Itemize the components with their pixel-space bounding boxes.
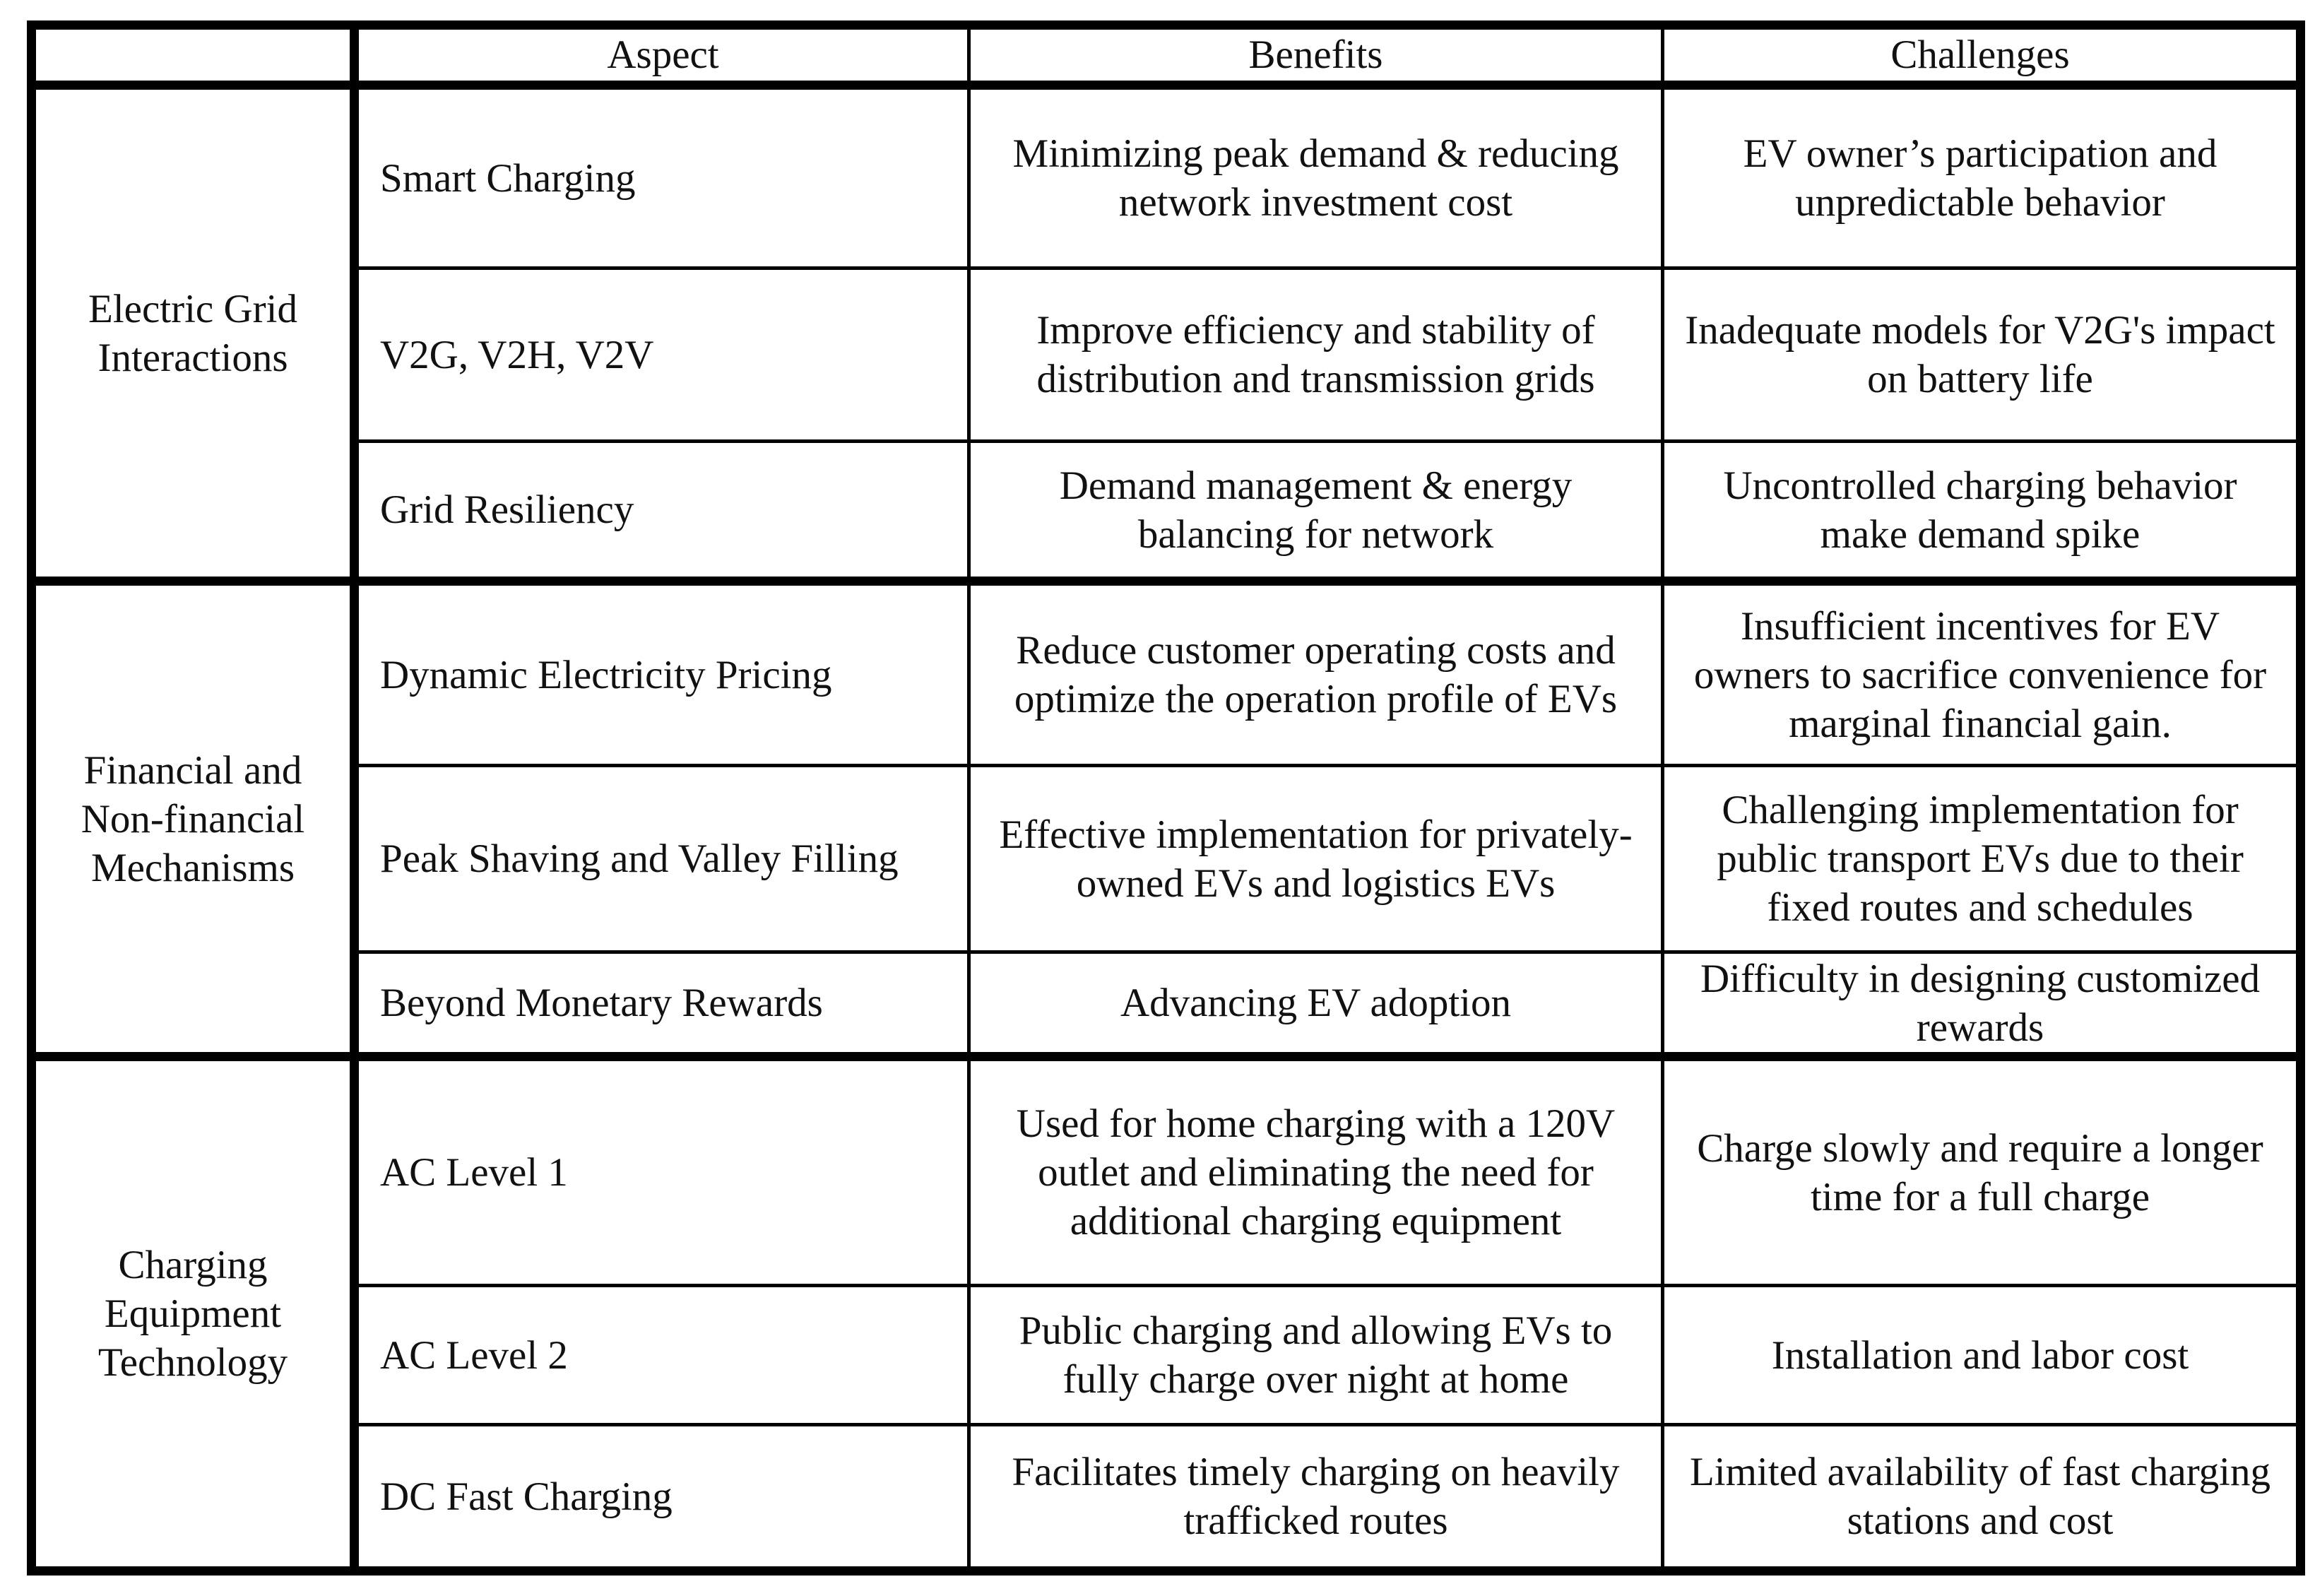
aspect-cell: Smart Charging: [355, 85, 969, 268]
challenges-cell: EV owner’s participation and unpredictable behavior: [1663, 85, 2301, 268]
challenges-cell: Insufficient incentives for EV owners to sacrifice convenience for marginal financial gain.: [1663, 581, 2301, 766]
table-row: [32, 85, 2301, 268]
header-aspect: Aspect: [355, 25, 969, 85]
table-row: [32, 952, 2301, 1057]
aspect-cell: DC Fast Charging: [355, 1425, 969, 1571]
benefits-cell: Effective implementation for privately-owned EVs and logistics EVs: [969, 766, 1663, 952]
challenges-cell: Uncontrolled charging behavior make demand spike: [1663, 442, 2301, 581]
aspect-cell: Peak Shaving and Valley Filling: [355, 766, 969, 952]
benefits-cell: Facilitates timely charging on heavily trafficked routes: [969, 1425, 1663, 1571]
aspect-cell: Dynamic Electricity Pricing: [355, 581, 969, 766]
benefits-cell: Used for home charging with a 120V outlet and eliminating the need for additional charging equipment: [969, 1057, 1663, 1286]
table-row: [32, 268, 2301, 442]
aspect-cell: Beyond Monetary Rewards: [355, 952, 969, 1057]
aspect-cell: V2G, V2H, V2V: [355, 268, 969, 442]
aspect-cell: AC Level 1: [355, 1057, 969, 1286]
benefits-cell: Public charging and allowing EVs to fully charge over night at home: [969, 1286, 1663, 1425]
header-row: [32, 25, 2301, 85]
challenges-cell: Charge slowly and require a longer time for a full charge: [1663, 1057, 2301, 1286]
benefits-cell: Improve efficiency and stability of distribution and transmission grids: [969, 268, 1663, 442]
table-row: [32, 442, 2301, 581]
comparison-table: [27, 20, 2305, 1576]
table-row: [32, 1425, 2301, 1571]
table-row: [32, 766, 2301, 952]
challenges-cell: Inadequate models for V2G's impact on battery life: [1663, 268, 2301, 442]
header-benefits: Benefits: [969, 25, 1663, 85]
group-label: Financial and Non-financial Mechanisms: [32, 581, 355, 1057]
header-challenges: Challenges: [1663, 25, 2301, 85]
challenges-cell: Difficulty in designing customized rewards: [1663, 952, 2301, 1057]
benefits-cell: Reduce customer operating costs and optimize the operation profile of EVs: [969, 581, 1663, 766]
aspect-cell: Grid Resiliency: [355, 442, 969, 581]
benefits-cell: Minimizing peak demand & reducing network investment cost: [969, 85, 1663, 268]
aspect-cell: AC Level 2: [355, 1286, 969, 1425]
group-label: Charging Equipment Technology: [32, 1057, 355, 1571]
group-label: Electric Grid Interactions: [32, 85, 355, 581]
header-empty: [32, 25, 355, 85]
table-row: [32, 581, 2301, 766]
challenges-cell: Challenging implementation for public transport EVs due to their fixed routes and schedules: [1663, 766, 2301, 952]
challenges-cell: Limited availability of fast charging stations and cost: [1663, 1425, 2301, 1571]
challenges-cell: Installation and labor cost: [1663, 1286, 2301, 1425]
table-row: [32, 1057, 2301, 1286]
benefits-cell: Demand management & energy balancing for network: [969, 442, 1663, 581]
table-row: [32, 1286, 2301, 1425]
benefits-cell: Advancing EV adoption: [969, 952, 1663, 1057]
